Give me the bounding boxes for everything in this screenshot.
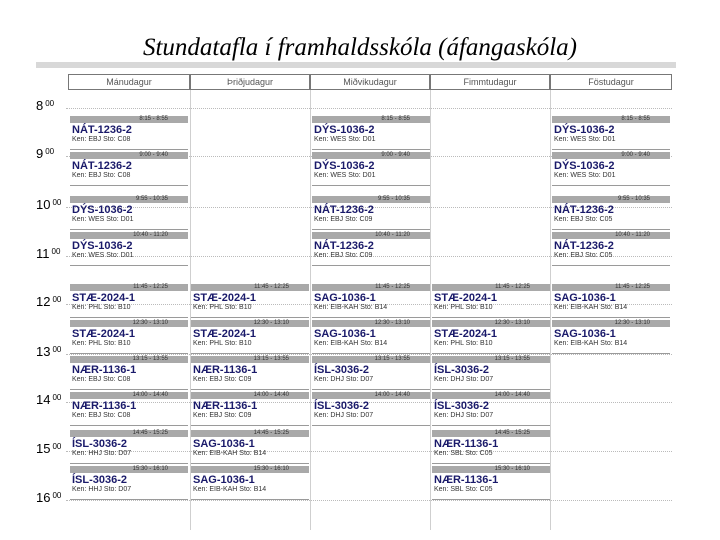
lesson-cell[interactable]: 12:30 - 13:10 SAG-1036-1 Ken: EIB-KAH Sto: B14 bbox=[312, 320, 430, 356]
lesson-cell[interactable]: 14:00 - 14:40 ÍSL-3036-2 Ken: DHJ Sto: D07 bbox=[312, 392, 430, 428]
lesson-cell[interactable]: 10:40 - 11:20 NÁT-1236-2 Ken: EBJ Sto: C05 bbox=[552, 232, 670, 268]
hour-gridline bbox=[66, 108, 672, 109]
hour-label-16: 16 $^{00}$ bbox=[36, 490, 62, 505]
lesson-cell[interactable]: 15:30 - 16:10 ÍSL-3036-2 Ken: HHJ Sto: D07 bbox=[70, 466, 188, 502]
lesson-cell[interactable]: 14:45 - 15:25 SAG-1036-1 Ken: EIB-KAH Sto: B14 bbox=[191, 430, 309, 466]
hour-label-11: 11 $^{00}$ bbox=[36, 246, 61, 261]
lesson-cell[interactable]: 13:15 - 13:55 ÍSL-3036-2 Ken: DHJ Sto: D07 bbox=[432, 356, 550, 392]
lesson-cell[interactable]: 12:30 - 13:10 STÆ-2024-1 Ken: PHL Sto: B10 bbox=[432, 320, 550, 356]
day-header-wednesday[interactable]: Miðvikudagur bbox=[310, 74, 430, 90]
day-header-tuesday[interactable]: Þriðjudagur bbox=[190, 74, 310, 90]
hour-label-9: 9 $^{00}$ bbox=[36, 146, 55, 161]
lesson-cell[interactable]: 14:45 - 15:25 NÆR-1136-1 Ken: SBL Sto: C05 bbox=[432, 430, 550, 466]
lesson-cell[interactable]: 11:45 - 12:25 STÆ-2024-1 Ken: PHL Sto: B10 bbox=[70, 284, 188, 320]
hour-label-12: 12 $^{00}$ bbox=[36, 294, 62, 309]
lesson-cell[interactable]: 10:40 - 11:20 DÝS-1036-2 Ken: WES Sto: D01 bbox=[70, 232, 188, 268]
lesson-cell[interactable]: 11:45 - 12:25 SAG-1036-1 Ken: EIB-KAH Sto: B14 bbox=[312, 284, 430, 320]
hour-label-8: 8 $^{00}$ bbox=[36, 98, 55, 113]
lesson-cell[interactable]: 9:55 - 10:35 NÁT-1236-2 Ken: EBJ Sto: C05 bbox=[552, 196, 670, 232]
lesson-cell[interactable]: 13:15 - 13:55 ÍSL-3036-2 Ken: DHJ Sto: D07 bbox=[312, 356, 430, 392]
timetable-grid bbox=[36, 62, 676, 532]
lesson-cell[interactable]: 11:45 - 12:25 SAG-1036-1 Ken: EIB-KAH Sto: B14 bbox=[552, 284, 670, 320]
lesson-cell[interactable]: 8:15 - 8:55 NÁT-1236-2 Ken: EBJ Sto: C08 bbox=[70, 116, 188, 152]
lesson-cell[interactable]: 14:00 - 14:40 NÆR-1136-1 Ken: EBJ Sto: C08 bbox=[70, 392, 188, 428]
lesson-cell[interactable]: 13:15 - 13:55 NÆR-1136-1 Ken: EBJ Sto: C08 bbox=[70, 356, 188, 392]
top-rule bbox=[36, 62, 676, 68]
lesson-cell[interactable]: 9:55 - 10:35 NÁT-1236-2 Ken: EBJ Sto: C09 bbox=[312, 196, 430, 232]
lesson-cell[interactable]: 11:45 - 12:25 STÆ-2024-1 Ken: PHL Sto: B10 bbox=[432, 284, 550, 320]
day-header-friday[interactable]: Föstudagur bbox=[550, 74, 672, 90]
lesson-cell[interactable]: 14:00 - 14:40 ÍSL-3036-2 Ken: DHJ Sto: D07 bbox=[432, 392, 550, 428]
lesson-cell[interactable]: 9:00 - 9:40 DÝS-1036-2 Ken: WES Sto: D01 bbox=[552, 152, 670, 188]
lesson-cell[interactable]: 15:30 - 16:10 NÆR-1136-1 Ken: SBL Sto: C05 bbox=[432, 466, 550, 502]
lesson-cell[interactable]: 8:15 - 8:55 DÝS-1036-2 Ken: WES Sto: D01 bbox=[312, 116, 430, 152]
day-header-monday[interactable]: Mánudagur bbox=[68, 74, 190, 90]
lesson-cell[interactable]: 12:30 - 13:10 SAG-1036-1 Ken: EIB-KAH Sto: B14 bbox=[552, 320, 670, 356]
lesson-cell[interactable]: 12:30 - 13:10 STÆ-2024-1 Ken: PHL Sto: B10 bbox=[191, 320, 309, 356]
lesson-cell[interactable]: 15:30 - 16:10 SAG-1036-1 Ken: EIB-KAH Sto: B14 bbox=[191, 466, 309, 502]
page-title: Stundatafla í framhaldsskóla (áfangaskóla) bbox=[142, 34, 578, 61]
lesson-cell[interactable]: 9:00 - 9:40 DÝS-1036-2 Ken: WES Sto: D01 bbox=[312, 152, 430, 188]
lesson-cell[interactable]: 14:00 - 14:40 NÆR-1136-1 Ken: EBJ Sto: C09 bbox=[191, 392, 309, 428]
day-header-thursday[interactable]: Fimmtudagur bbox=[430, 74, 550, 90]
lesson-cell[interactable]: 13:15 - 13:55 NÆR-1136-1 Ken: EBJ Sto: C09 bbox=[191, 356, 309, 392]
lesson-cell[interactable]: 9:55 - 10:35 DÝS-1036-2 Ken: WES Sto: D01 bbox=[70, 196, 188, 232]
lesson-cell[interactable]: 12:30 - 13:10 STÆ-2024-1 Ken: PHL Sto: B10 bbox=[70, 320, 188, 356]
lesson-cell[interactable]: 9:00 - 9:40 NÁT-1236-2 Ken: EBJ Sto: C08 bbox=[70, 152, 188, 188]
hour-label-13: 13 $^{00}$ bbox=[36, 344, 62, 359]
lesson-cell[interactable]: 11:45 - 12:25 STÆ-2024-1 Ken: PHL Sto: B10 bbox=[191, 284, 309, 320]
lesson-cell[interactable]: 8:15 - 8:55 DÝS-1036-2 Ken: WES Sto: D01 bbox=[552, 116, 670, 152]
lesson-cell[interactable]: 14:45 - 15:25 ÍSL-3036-2 Ken: HHJ Sto: D07 bbox=[70, 430, 188, 466]
hour-label-15: 15 $^{00}$ bbox=[36, 441, 62, 456]
hour-label-14: 14 $^{00}$ bbox=[36, 392, 62, 407]
hour-label-10: 10 $^{00}$ bbox=[36, 197, 62, 212]
lesson-cell[interactable]: 10:40 - 11:20 NÁT-1236-2 Ken: EBJ Sto: C09 bbox=[312, 232, 430, 268]
